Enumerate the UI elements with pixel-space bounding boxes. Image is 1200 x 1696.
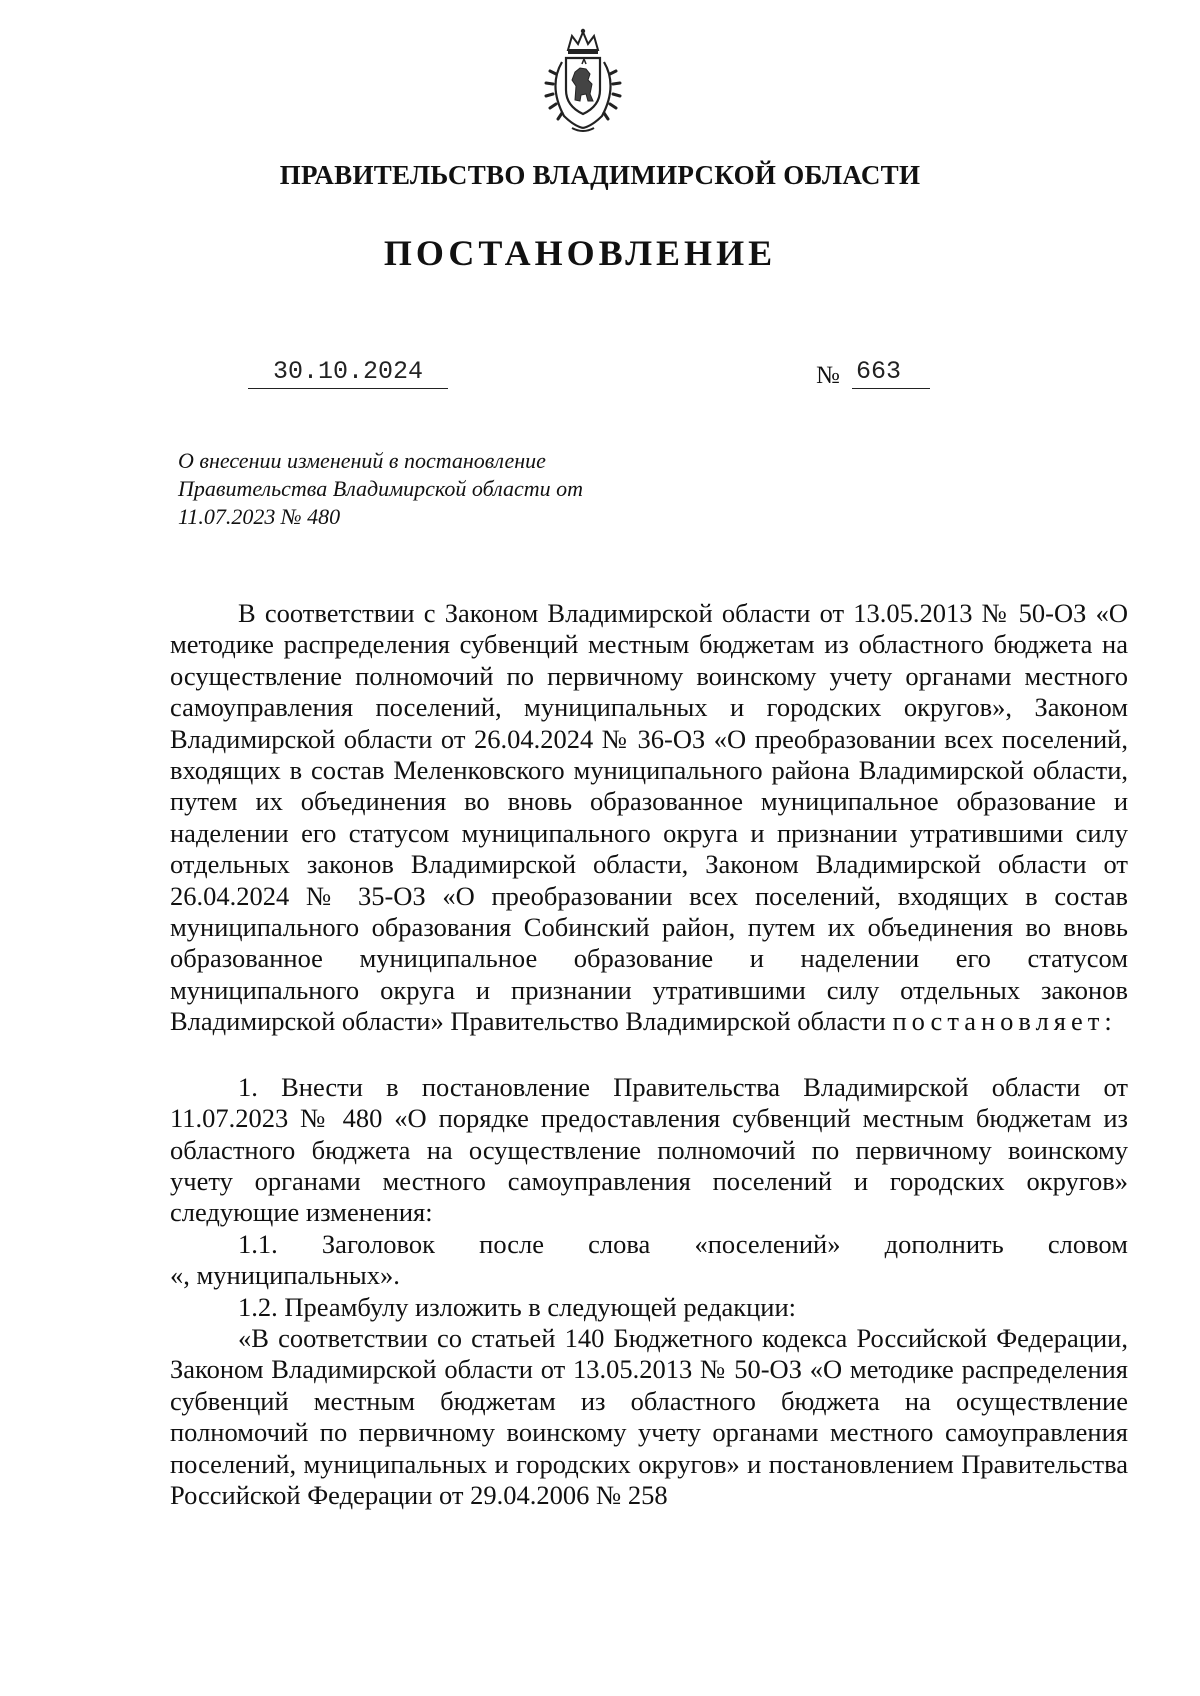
subject-line: Правительства Владимирской области от (178, 476, 584, 501)
item-1-1-line (170, 1229, 1128, 1260)
item-1-1-word: после (479, 1228, 544, 1259)
coat-of-arms-icon (538, 28, 628, 134)
item-1-1-continuation: «, муниципальных». (170, 1260, 400, 1291)
preamble-text: В соответствии с Законом Владимирской области от 13.05.2013 № 50-ОЗ «О методике распределения субвенций местным бюджетам из областного бюджета на осуществление полномочий по первичному воинскому учету органами местного самоуправления поселений, муниципальных и городских округов», Законом Владимирской области от 26.04.2024 № 36-ОЗ «О преобразовании всех поселений, входящих в состав Меленковского муниципального района Владимирской области, путем их объединения во вновь образованное муниципальное образование и наделении его статусом муниципального округа и признании утратившими силу отдельных законов Владимирской области, Законом Владимирской области от 26.04.2024 № 35-ОЗ «О преобразовании всех поселений, входящих в состав муниципального образования Собинский район, путем их объединения во вновь образованное муниципальное образование и наделении его статусом муниципального округа и признании утратившими силу отдельных законов Владимирской области» Правительство Владимирской области (170, 598, 1128, 1037)
quoted-preamble-paragraph: «В соответствии со статьей 140 Бюджетного кодекса Российской Федерации, Законом Владимирской области от 13.05.2013 № 50-ОЗ «О методике распределения субвенций местным бюджетам из областного бюджета на осуществление полномочий по первичному воинскому учету органами местного самоуправления поселений, муниципальных и городских округов» и постановлением Правительства Российской Федерации от 29.04.2006 № 258 (170, 1322, 1128, 1510)
document-date: 30.10.2024 (248, 358, 448, 389)
item-1-1-word: слова (588, 1228, 651, 1259)
item-1-1-word: 1.1. (238, 1228, 278, 1259)
item-1-1-word: словом (1047, 1228, 1128, 1259)
preamble-paragraph (170, 598, 1128, 1038)
number-sign: № (816, 362, 840, 389)
organization-title: ПРАВИТЕЛЬСТВО ВЛАДИМИРСКОЙ ОБЛАСТИ (279, 160, 921, 190)
item-1-1-word: дополнить (884, 1228, 1004, 1259)
item-1-1-word: «поселений» (694, 1228, 841, 1259)
subject-line: 11.07.2023 № 480 (178, 504, 341, 529)
document-body (170, 598, 1128, 1511)
document-subject (178, 447, 658, 531)
decree-word: постановляет: (892, 1006, 1117, 1037)
subject-line: О внесении изменений в постановление (178, 448, 546, 473)
item-1-1-word: Заголовок (321, 1228, 435, 1259)
document-type-title: ПОСТАНОВЛЕНИЕ (383, 233, 777, 273)
item-1-2-paragraph: 1.2. Преамбулу изложить в следующей редакции: (238, 1291, 797, 1322)
item-1-paragraph: 1. Внести в постановление Правительства Владимирской области от 11.07.2023 № 480 «О порядке предоставления субвенций местным бюджетам из областного бюджета на осуществление полномочий по первичному воинскому учету органами местного самоуправления поселений и городских округов» следующие изменения: (170, 1071, 1128, 1228)
document-number: 663 (852, 358, 930, 389)
